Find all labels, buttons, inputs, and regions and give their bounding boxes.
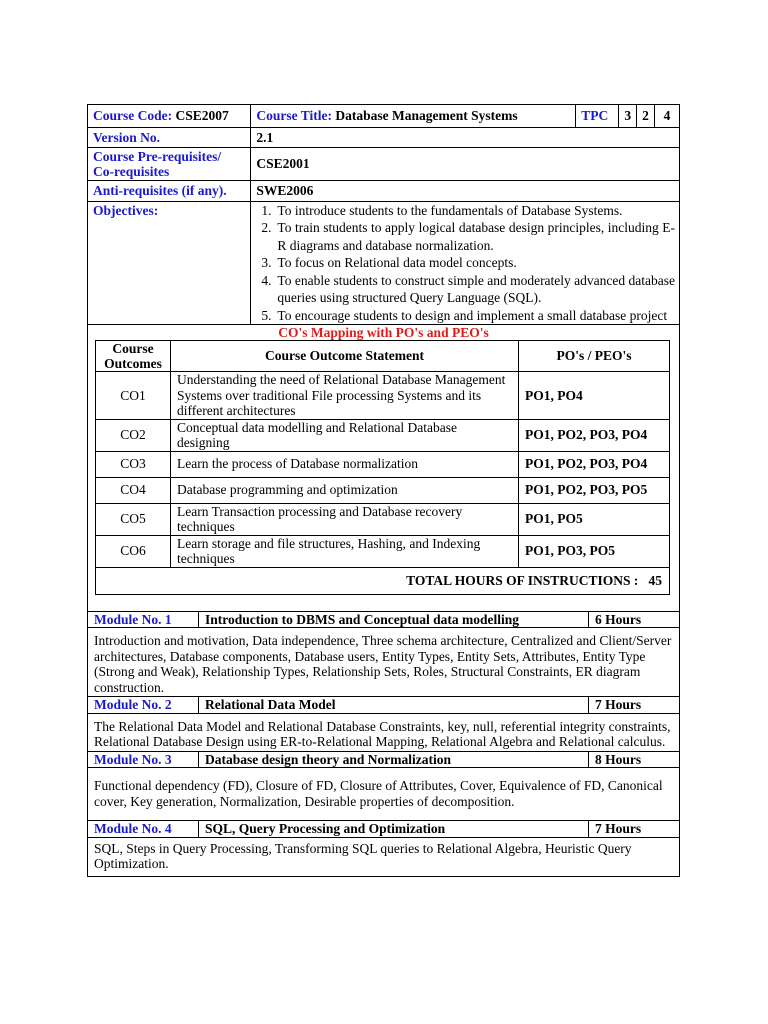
tpc-value-t: 2	[637, 105, 655, 127]
module-body: SQL, Steps in Query Processing, Transforming SQL queries to Relational Algebra, Heuristic Query Optimization.	[88, 837, 679, 876]
statement-col-header: Course Outcome Statement	[171, 341, 519, 372]
co-statement: Database programming and optimization	[171, 477, 519, 503]
prereq-label	[88, 147, 251, 180]
po-col-header: PO's / PEO's	[519, 341, 670, 372]
prereq-value: CSE2001	[251, 147, 679, 180]
co-id: CO6	[96, 535, 171, 567]
co-po-mapping: PO1, PO2, PO3, PO5	[519, 477, 670, 503]
co-po-mapping: PO1, PO3, PO5	[519, 535, 670, 567]
table-row	[96, 451, 670, 477]
module-4	[88, 820, 679, 876]
objectives-cell	[251, 201, 679, 324]
module-body: Functional dependency (FD), Closure of FD, Closure of Attributes, Cover, Equivalence of FD, Canonical cover, Key generation, Normalization, Desirable properties of decomposition.	[88, 767, 679, 820]
objective-item: 3. To focus on Relational data model concepts.	[261, 255, 517, 270]
module-2	[88, 696, 679, 751]
co-statement: Learn Transaction processing and Database recovery techniques	[171, 503, 519, 535]
module-3	[88, 751, 679, 821]
co-mapping-section	[88, 324, 679, 611]
total-hours-label: TOTAL HOURS OF INSTRUCTIONS :	[406, 572, 639, 588]
course-code-cell	[88, 105, 251, 127]
table-row	[96, 372, 670, 420]
co-id: CO2	[96, 419, 171, 451]
co-statement: Understanding the need of Relational Database Management Systems over traditional File processing Systems and its different architectures	[171, 372, 519, 420]
module-label: Module No. 2	[94, 697, 172, 713]
co-statement: Learn the process of Database normalization	[171, 451, 519, 477]
tpc-value-c: 4	[654, 105, 679, 127]
course-code-label: Course Code:	[93, 108, 173, 124]
anti-requisites-value: SWE2006	[251, 180, 679, 201]
objective-item: 5. To encourage students to design and implement a small database project	[261, 307, 668, 323]
module-title: SQL, Query Processing and Optimization	[199, 821, 589, 837]
module-label: Module No. 3	[94, 751, 172, 767]
tpc-value-l: 3	[619, 105, 637, 127]
version-label: Version No.	[88, 127, 251, 147]
module-body: The Relational Data Model and Relational Database Constraints, key, null, referential integrity constraints, Relational Database Design using ER-to-Relational Mapping, Relational Algebra and Relational calculus.	[88, 713, 679, 751]
module-label: Module No. 4	[94, 821, 172, 837]
co-statement: Learn storage and file structures, Hashing, and Indexing techniques	[171, 535, 519, 567]
objective-item: 1. To introduce students to the fundamentals of Database Systems.	[261, 202, 623, 218]
course-header-table	[88, 105, 679, 324]
tpc-label: TPC	[576, 105, 619, 127]
co-id: CO1	[96, 372, 171, 420]
anti-requisites-label: Anti-requisites (if any).	[88, 180, 251, 201]
objectives-list	[251, 202, 679, 325]
objectives-label: Objectives:	[88, 201, 251, 324]
co-mapping-title: CO's Mapping with PO's and PEO's	[278, 325, 489, 340]
module-hours: 8 Hours	[589, 751, 680, 767]
table-row	[96, 419, 670, 451]
table-row	[96, 503, 670, 535]
module-hours: 6 Hours	[589, 611, 680, 627]
course-code: CSE2007	[175, 108, 229, 124]
total-hours	[96, 567, 670, 594]
objective-item: 4. To enable students to construct simple and moderately advanced database queries using structured Query Language (SQL).	[261, 272, 675, 305]
co-id: CO4	[96, 477, 171, 503]
co-po-mapping: PO1, PO4	[519, 372, 670, 420]
co-po-mapping: PO1, PO2, PO3, PO4	[519, 419, 670, 451]
prereq-label-line1: Course Pre-requisites/	[93, 148, 222, 164]
course-title-label: Course Title:	[256, 108, 333, 124]
co-mapping-table	[95, 340, 670, 595]
total-hours-value: 45	[648, 572, 662, 588]
module-hours: 7 Hours	[589, 821, 680, 837]
co-table-header	[96, 341, 670, 372]
course-title: Database Management Systems	[335, 108, 518, 124]
prereq-label-line2: Co-requisites	[93, 163, 170, 179]
module-title: Relational Data Model	[199, 697, 589, 713]
total-hours-row	[96, 567, 670, 594]
co-statement: Conceptual data modelling and Relational Database designing	[171, 419, 519, 451]
co-id: CO5	[96, 503, 171, 535]
module-label: Module No. 1	[94, 611, 172, 627]
co-id: CO3	[96, 451, 171, 477]
table-row	[96, 477, 670, 503]
module-body: Introduction and motivation, Data independence, Three schema architecture, Centralized and Client/Server architectures, Database components, Database users, Entity Types, Entity Sets, Attributes, Entity Type (Strong and Weak), Relationship Types, Relationship Sets, Roles, Structural Constraints, ER diagram construction.	[88, 627, 679, 696]
module-1	[88, 611, 679, 697]
module-title: Database design theory and Normalization	[199, 751, 589, 767]
course-title-cell	[251, 105, 576, 127]
version-value: 2.1	[251, 127, 679, 147]
co-po-mapping: PO1, PO5	[519, 503, 670, 535]
module-title: Introduction to DBMS and Conceptual data modelling	[199, 611, 589, 627]
syllabus-document	[87, 104, 680, 877]
table-row	[96, 535, 670, 567]
co-po-mapping: PO1, PO2, PO3, PO4	[519, 451, 670, 477]
module-hours: 7 Hours	[589, 697, 680, 713]
objective-item: 2. To train students to apply logical database design principles, including E-R diagrams and database normalization.	[261, 220, 675, 253]
co-col-header: Course Outcomes	[96, 341, 171, 372]
